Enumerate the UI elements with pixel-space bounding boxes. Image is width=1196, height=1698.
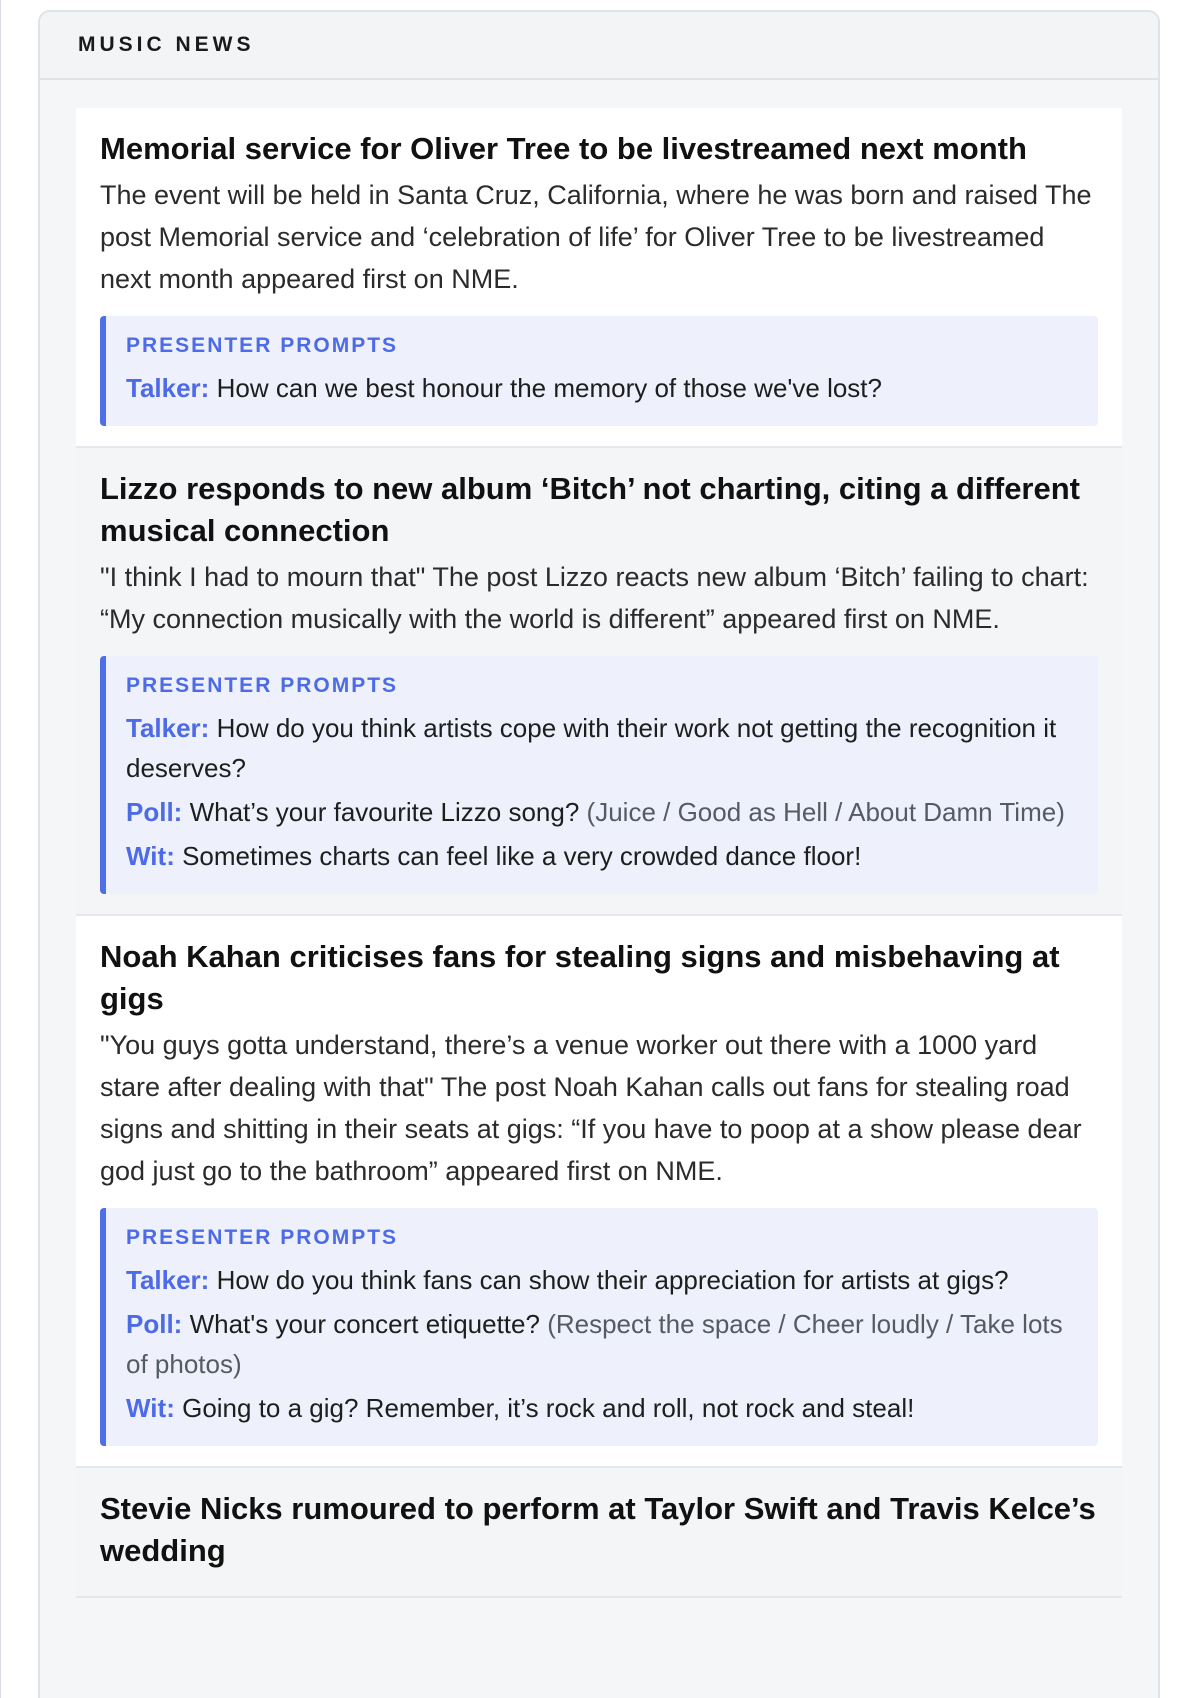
poll-question: What’s your favourite Lizzo song? (189, 797, 580, 827)
poll-question: What's your concert etiquette? (189, 1309, 540, 1339)
talker-text: How do you think fans can show their appreciation for artists at gigs? (216, 1265, 1009, 1295)
article-summary: "You guys gotta understand, there’s a venue worker out there with a 1000 yard stare after dealing with that" The post Noah Kahan calls out fans for stealing road signs and shitting in their seats at gigs: “If you have to poop at a show please dear god just go to the bathroom” appeared first on NME. (100, 1030, 1082, 1186)
panel-title: MUSIC NEWS (78, 33, 255, 56)
presenter-prompts-label: PRESENTER PROMPTS (126, 334, 399, 357)
presenter-prompts-label: PRESENTER PROMPTS (126, 674, 399, 697)
music-news-panel (38, 10, 1160, 1698)
news-article[interactable] (76, 108, 1122, 448)
talker-text: How can we best honour the memory of those we've lost? (216, 373, 882, 403)
presenter-prompts (100, 316, 1098, 426)
poll-options: (Respect the space / Cheer loudly / Take lots of photos) (126, 1309, 1063, 1379)
wit-label: Wit: (126, 1393, 175, 1423)
news-article[interactable] (76, 1468, 1122, 1598)
wit-label: Wit: (126, 841, 175, 871)
poll-prompt (126, 792, 1076, 832)
talker-prompt (126, 708, 1076, 788)
news-article[interactable] (76, 448, 1122, 916)
talker-label: Talker: (126, 373, 210, 403)
left-divider (0, 0, 1, 1698)
presenter-prompts (100, 1208, 1098, 1446)
talker-label: Talker: (126, 1265, 210, 1295)
poll-prompt (126, 1304, 1076, 1384)
article-title[interactable]: Noah Kahan criticises fans for stealing signs and misbehaving at gigs (100, 939, 1060, 1016)
poll-label: Poll: (126, 797, 183, 827)
talker-prompt (126, 368, 1076, 408)
article-summary: The event will be held in Santa Cruz, California, where he was born and raised The post Memorial service and ‘celebration of life’ for Oliver Tree to be livestreamed next month appeared first on NME. (100, 180, 1092, 294)
article-title[interactable]: Memorial service for Oliver Tree to be livestreamed next month (100, 131, 1027, 166)
poll-label: Poll: (126, 1309, 183, 1339)
article-title[interactable]: Lizzo responds to new album ‘Bitch’ not charting, citing a different musical connection (100, 471, 1080, 548)
news-article[interactable] (76, 916, 1122, 1468)
poll-options: (Juice / Good as Hell / About Damn Time) (586, 797, 1065, 827)
presenter-prompts (100, 656, 1098, 894)
presenter-prompts-label: PRESENTER PROMPTS (126, 1226, 399, 1249)
wit-prompt (126, 1388, 1076, 1428)
article-title[interactable]: Stevie Nicks rumoured to perform at Taylor Swift and Travis Kelce’s wedding (100, 1491, 1096, 1568)
wit-prompt (126, 836, 1076, 876)
wit-text: Going to a gig? Remember, it’s rock and roll, not rock and steal! (182, 1393, 915, 1423)
article-summary: "I think I had to mourn that" The post Lizzo reacts new album ‘Bitch’ failing to chart: “My connection musically with the world is different” appeared first on NME. (100, 562, 1089, 634)
news-list (40, 80, 1158, 1598)
panel-header (40, 12, 1158, 80)
wit-text: Sometimes charts can feel like a very crowded dance floor! (182, 841, 862, 871)
talker-label: Talker: (126, 713, 210, 743)
talker-prompt (126, 1260, 1076, 1300)
talker-text: How do you think artists cope with their work not getting the recognition it deserves? (126, 713, 1057, 783)
